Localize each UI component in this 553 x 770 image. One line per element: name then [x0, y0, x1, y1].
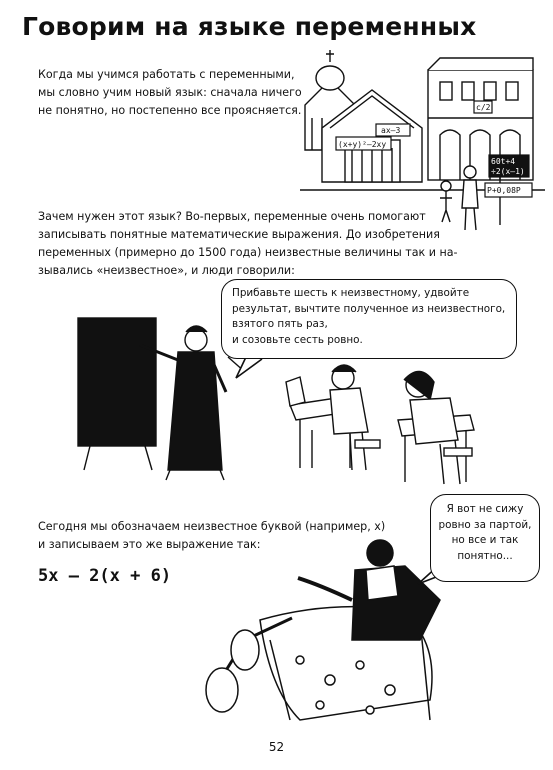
student-speech-bubble: [430, 494, 540, 582]
intro-line: не понятно, но постепенно все проясняется.: [38, 104, 302, 117]
sign3-text: c/2: [476, 103, 491, 112]
sign5-text: ÷2(x–1): [491, 167, 525, 176]
page-title: Говорим на языке переменных: [22, 12, 477, 41]
intro-line: мы словно учим новый язык: сначала ничего: [38, 86, 302, 99]
sign2-text: ax–3: [381, 126, 401, 135]
history-line: зывались «неизвестное», и люди говорили:: [38, 264, 295, 277]
sign1-text: (x+y)²–2xy: [338, 140, 387, 149]
student-speech-line: ровно за партой,: [438, 518, 532, 531]
history-paragraph: [38, 208, 518, 280]
today-line: Сегодня мы обозначаем неизвестное буквой (например, x): [38, 520, 386, 533]
page-number: 52: [268, 740, 285, 754]
today-line: и записываем это же выражение так:: [38, 538, 261, 551]
teacher-speech-line: Прибавьте шесть к неизвестному, удвойте: [232, 287, 470, 299]
student-speech-line: Я вот не сижу: [446, 503, 524, 515]
history-line: переменных (примерно до 1500 года) неизвестные величины так и на-: [38, 246, 458, 259]
teacher-blackboard-illustration: [78, 318, 245, 480]
teacher-speech-bubble: [221, 279, 517, 359]
student-speech-line: но все и так: [451, 534, 519, 546]
today-paragraph: [38, 518, 386, 554]
students-desks-illustration: [286, 365, 474, 484]
intro-paragraph: [38, 66, 302, 120]
sign6-text: P+0,08P: [487, 186, 521, 195]
teacher-speech-line: и созовьте сесть ровно.: [232, 333, 363, 346]
teacher-speech-line: взятого пять раз,: [232, 318, 328, 330]
algebraic-expression: 5x – 2(x + 6): [38, 566, 172, 586]
history-line: записывать понятные математические выражения. До изобретения: [38, 228, 440, 241]
history-line: Зачем нужен этот язык? Во-первых, переменные очень помогают: [38, 210, 426, 223]
sign4-text: 60t+4: [491, 157, 516, 166]
teacher-speech-line: результат, вычтите полученное из неизвестного,: [232, 302, 506, 315]
intro-line: Когда мы учимся работать с переменными,: [38, 68, 295, 81]
student-speech-line: понятно...: [457, 549, 513, 562]
reclining-student-illustration: [206, 540, 440, 720]
